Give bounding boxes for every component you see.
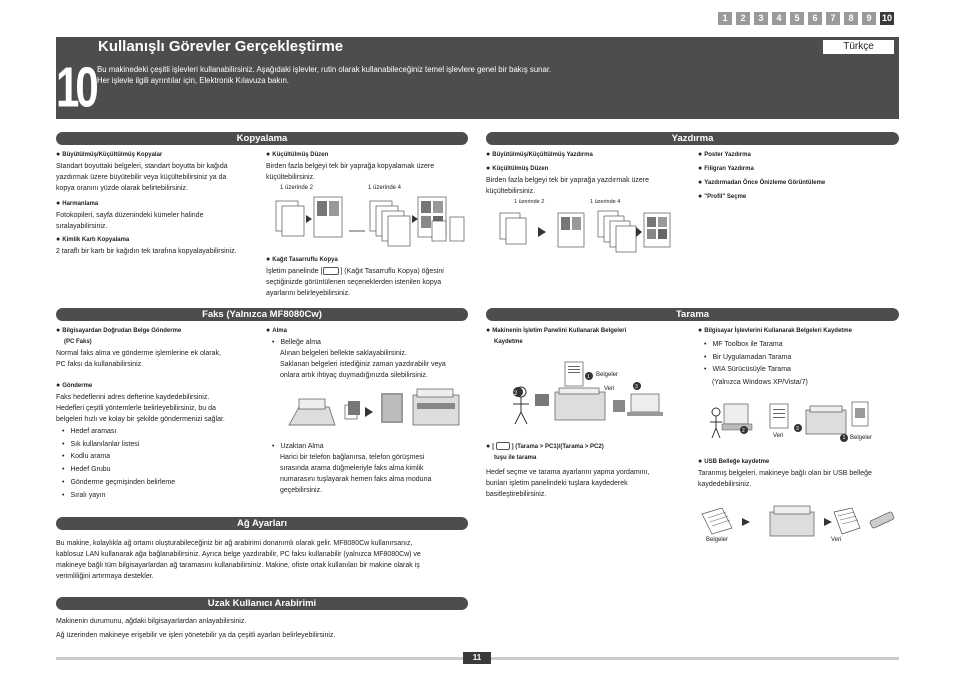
figure-label: 1 üzerinde 2 (280, 185, 314, 191)
list-item: • Gönderme geçmişinden belirleme (62, 477, 261, 490)
page-title: Kullanışlı Görevler Gerçekleştirme (98, 38, 344, 55)
chapter-number: 10 (56, 55, 95, 119)
scan-key-icon (496, 442, 510, 450)
list-item: • Hedef araması (62, 426, 261, 439)
kopyalama-left: ● Büyütülmüş/Küçültülmüş Kopyalar Standart boyuttaki belgeleri, standart boyutta bir kağıda yazdırmak üzere büyütebilir veya küçültebilirsiniz ya da kopya oranını yüzde olarak belirtebilirsiniz. ● Harmanlama Fotokopileri, sayfa düzenindeki kümeler halinde sıralayabilirsiniz. ● Kimlik Kartı Kopyalama 2 taraflı bir kartı bir kağıdın tek tarafına kopyalayabilirsiniz. (56, 149, 261, 257)
list-item: • Sıralı yayın (62, 490, 261, 503)
reduced-layout-copy-figure (272, 193, 467, 253)
list-item: • WIA Sürücüsüyle Tarama (704, 364, 903, 377)
svg-text:1: 1 (587, 374, 590, 380)
svg-text:2: 2 (742, 428, 745, 434)
figure-label: Belgeler (596, 372, 619, 378)
svg-text:2: 2 (514, 391, 518, 397)
reduced-layout-print-figure (498, 207, 676, 257)
chapter-tab[interactable]: 3 (754, 12, 768, 25)
scan-usb-figure (698, 500, 898, 540)
figure-label: 1 üzerinde 4 (368, 185, 402, 191)
chapter-tab[interactable]: 5 (790, 12, 804, 25)
chapter-tab[interactable]: 6 (808, 12, 822, 25)
language-badge: Türkçe (823, 40, 894, 54)
section-bar-tarama: Tarama (486, 308, 899, 321)
section-bar-uzak-kullanici: Uzak Kullanıcı Arabirimi (56, 597, 468, 610)
figure-label: Belgeler (706, 537, 729, 543)
paper-save-key-icon (323, 267, 339, 275)
faks-left: ● Bilgisayardan Doğrudan Belge Gönderme (PC Faks) Normal faks alma ve gönderme işlemlerine ek olarak, PC faksı da kullanabilirsiniz. ● Gönderme Faks hedeflerini adres defterine kaydedebilirsiniz. Hedefleri çeşitli yöntemlerle belirleyebilirsiniz, bu da belgeleri hızlı ve kolay bir şekilde göndermenizi sağlar. • Hedef araması • Sık kullanılanlar listesi • Kodlu arama • Hedef Grubu • Gönderme geçmişinden belirleme • Sıralı yayın (56, 325, 261, 502)
list-item: • Bir Uygulamadan Tarama (704, 352, 903, 365)
svg-text:3: 3 (635, 384, 638, 390)
list-item: • Hedef Grubu (62, 464, 261, 477)
chapter-nav (718, 12, 894, 25)
figure-label: Veri (831, 537, 842, 543)
chapter-tab[interactable]: 2 (736, 12, 750, 25)
list-item: • Sık kullanılanlar listesi (62, 439, 261, 452)
figure-label: Veri (604, 386, 615, 392)
header-description: Bu makinedeki çeşitli işlevleri kullanabilirsiniz. Aşağıdaki işlevler, rutin olarak kullanabileceğiniz temel işlevlere genel bir bakış sunar. Her işlevle ilgili ayrıntılar için, Elektronik Kılavuza bakın. (97, 65, 552, 85)
faks-right: ● Alma • Belleğe alma Alınan belgeleri bellekte saklayabilirsiniz. Saklanan belgeleri istediğiniz zaman yazdırabilir veya onlara artık ihtiyaç duymadığınızda silebilirsiniz. (266, 325, 471, 381)
kopyalama-right: ● Küçültülmüş Düzen Birden fazla belgeyi tek bir yaprağa kopyalamak üzere küçültebilirsiniz. (266, 149, 471, 183)
yazdirma-right: ● Poster Yazdırma ● Filigran Yazdırma ● Yazdırmadan Önce Önizleme Görüntüleme ● "Profil" Seçme (698, 149, 898, 203)
chapter-tab[interactable]: 9 (862, 12, 876, 25)
yazdirma-left: ● Büyütülmüş/Küçültülmüş Yazdırma ● Küçültülmüş Düzen Birden fazla belgeyi tek bir yaprağa yazdırmak üzere küçültebilirsiniz. (486, 149, 691, 197)
figure-label: Veri (773, 433, 784, 439)
list-item: • Kodlu arama (62, 451, 261, 464)
uzak-text: Makinenin durumunu, ağdaki bilgisayarlardan anlayabilirsiniz. Ağ üzerinden makineye erişebilir ve işleri yönetebilir ya da çeşitli ayarları belirleyebilirsiniz. (56, 618, 336, 639)
section-bar-ag-ayarlari: Ağ Ayarları (56, 517, 468, 530)
ag-text: Bu makine, kolaylıkla ağ ortamı oluşturabileceğiniz bir ağ arabirimi donanımlı olarak gelir. MF8080Cw kullanırsanız, kablosuz LAN kullanarak ağa bağlanabilirsiniz. Ayrıca belge yazdırabilir, PC faksı kullanabilir (yalnızca MF8080Cw) ve makineye bağlı tüm bilgisayarlardan ağ taramasını kullanabilirsiniz. Makine, ofiste ortak kullanılan bir makine olarak iş verimliliğini artırmaya destekler. (56, 540, 421, 580)
chapter-tab[interactable]: 4 (772, 12, 786, 25)
page-number: 11 (463, 652, 491, 664)
faks-remote: • Uzaktan Alma Harici bir telefon bağlanırsa, telefon görüşmesi sırasında arama düğmeleriyle faks alma kimlik numarasını tuşlayarak hemen faks alma moduna geçebilirsiniz. (266, 441, 471, 496)
figure-label: 1 üzerinde 4 (590, 199, 621, 205)
kopyalama-paper-save: ● Kağıt Tasarruflu Kopya İşletim panelinde [ ] (Kağıt Tasarruflu Kopya) öğesini seçtiğinizde görüntülenen seçeneklerden istenilen kopya ayarlarını belirleyebilirsiniz. (266, 254, 471, 299)
tarama-right: ● Bilgisayar İşlevlerini Kullanarak Belgeleri Kaydetme • MF Toolbox ile Tarama • Bir Uygulamadan Tarama • WIA Sürücüsüyle Tarama (Yalnızca Windows XP/Vista/7) (698, 325, 903, 389)
fax-receive-figure (285, 385, 465, 437)
svg-text:3: 3 (796, 426, 799, 432)
tarama-key-scan: ● [ ] (Tarama > PC1)/(Tarama > PC2) tuşu ile tarama Hedef seçme ve tarama ayarlarını yapma yordamını, bunları işletim panelindeki tuşlara kaydederek basitleştirebilirsiniz. (486, 441, 686, 500)
tarama-usb: ● USB Belleğe kaydetme Taranmış belgeleri, makineye bağlı olan bir USB belleğe kaydedebilirsiniz. (698, 456, 903, 490)
section-bar-kopyalama: Kopyalama (56, 132, 468, 145)
chapter-tab[interactable]: 8 (844, 12, 858, 25)
section-bar-yazdirma: Yazdırma (486, 132, 899, 145)
chapter-tab-current[interactable]: 10 (881, 13, 892, 23)
tarama-left: ● Makinenin İşletim Panelini Kullanarak Belgeleri Kaydetme (486, 325, 686, 348)
chapter-tab[interactable]: 7 (826, 12, 840, 25)
figure-label: 1 Belgeler (840, 433, 872, 444)
chapter-tab[interactable]: 1 (718, 12, 732, 25)
scan-panel-figure (505, 358, 665, 428)
section-bar-faks: Faks (Yalnızca MF8080Cw) (56, 308, 468, 321)
figure-label: 1 üzerinde 2 (514, 199, 545, 205)
list-item: • MF Toolbox ile Tarama (704, 339, 903, 352)
